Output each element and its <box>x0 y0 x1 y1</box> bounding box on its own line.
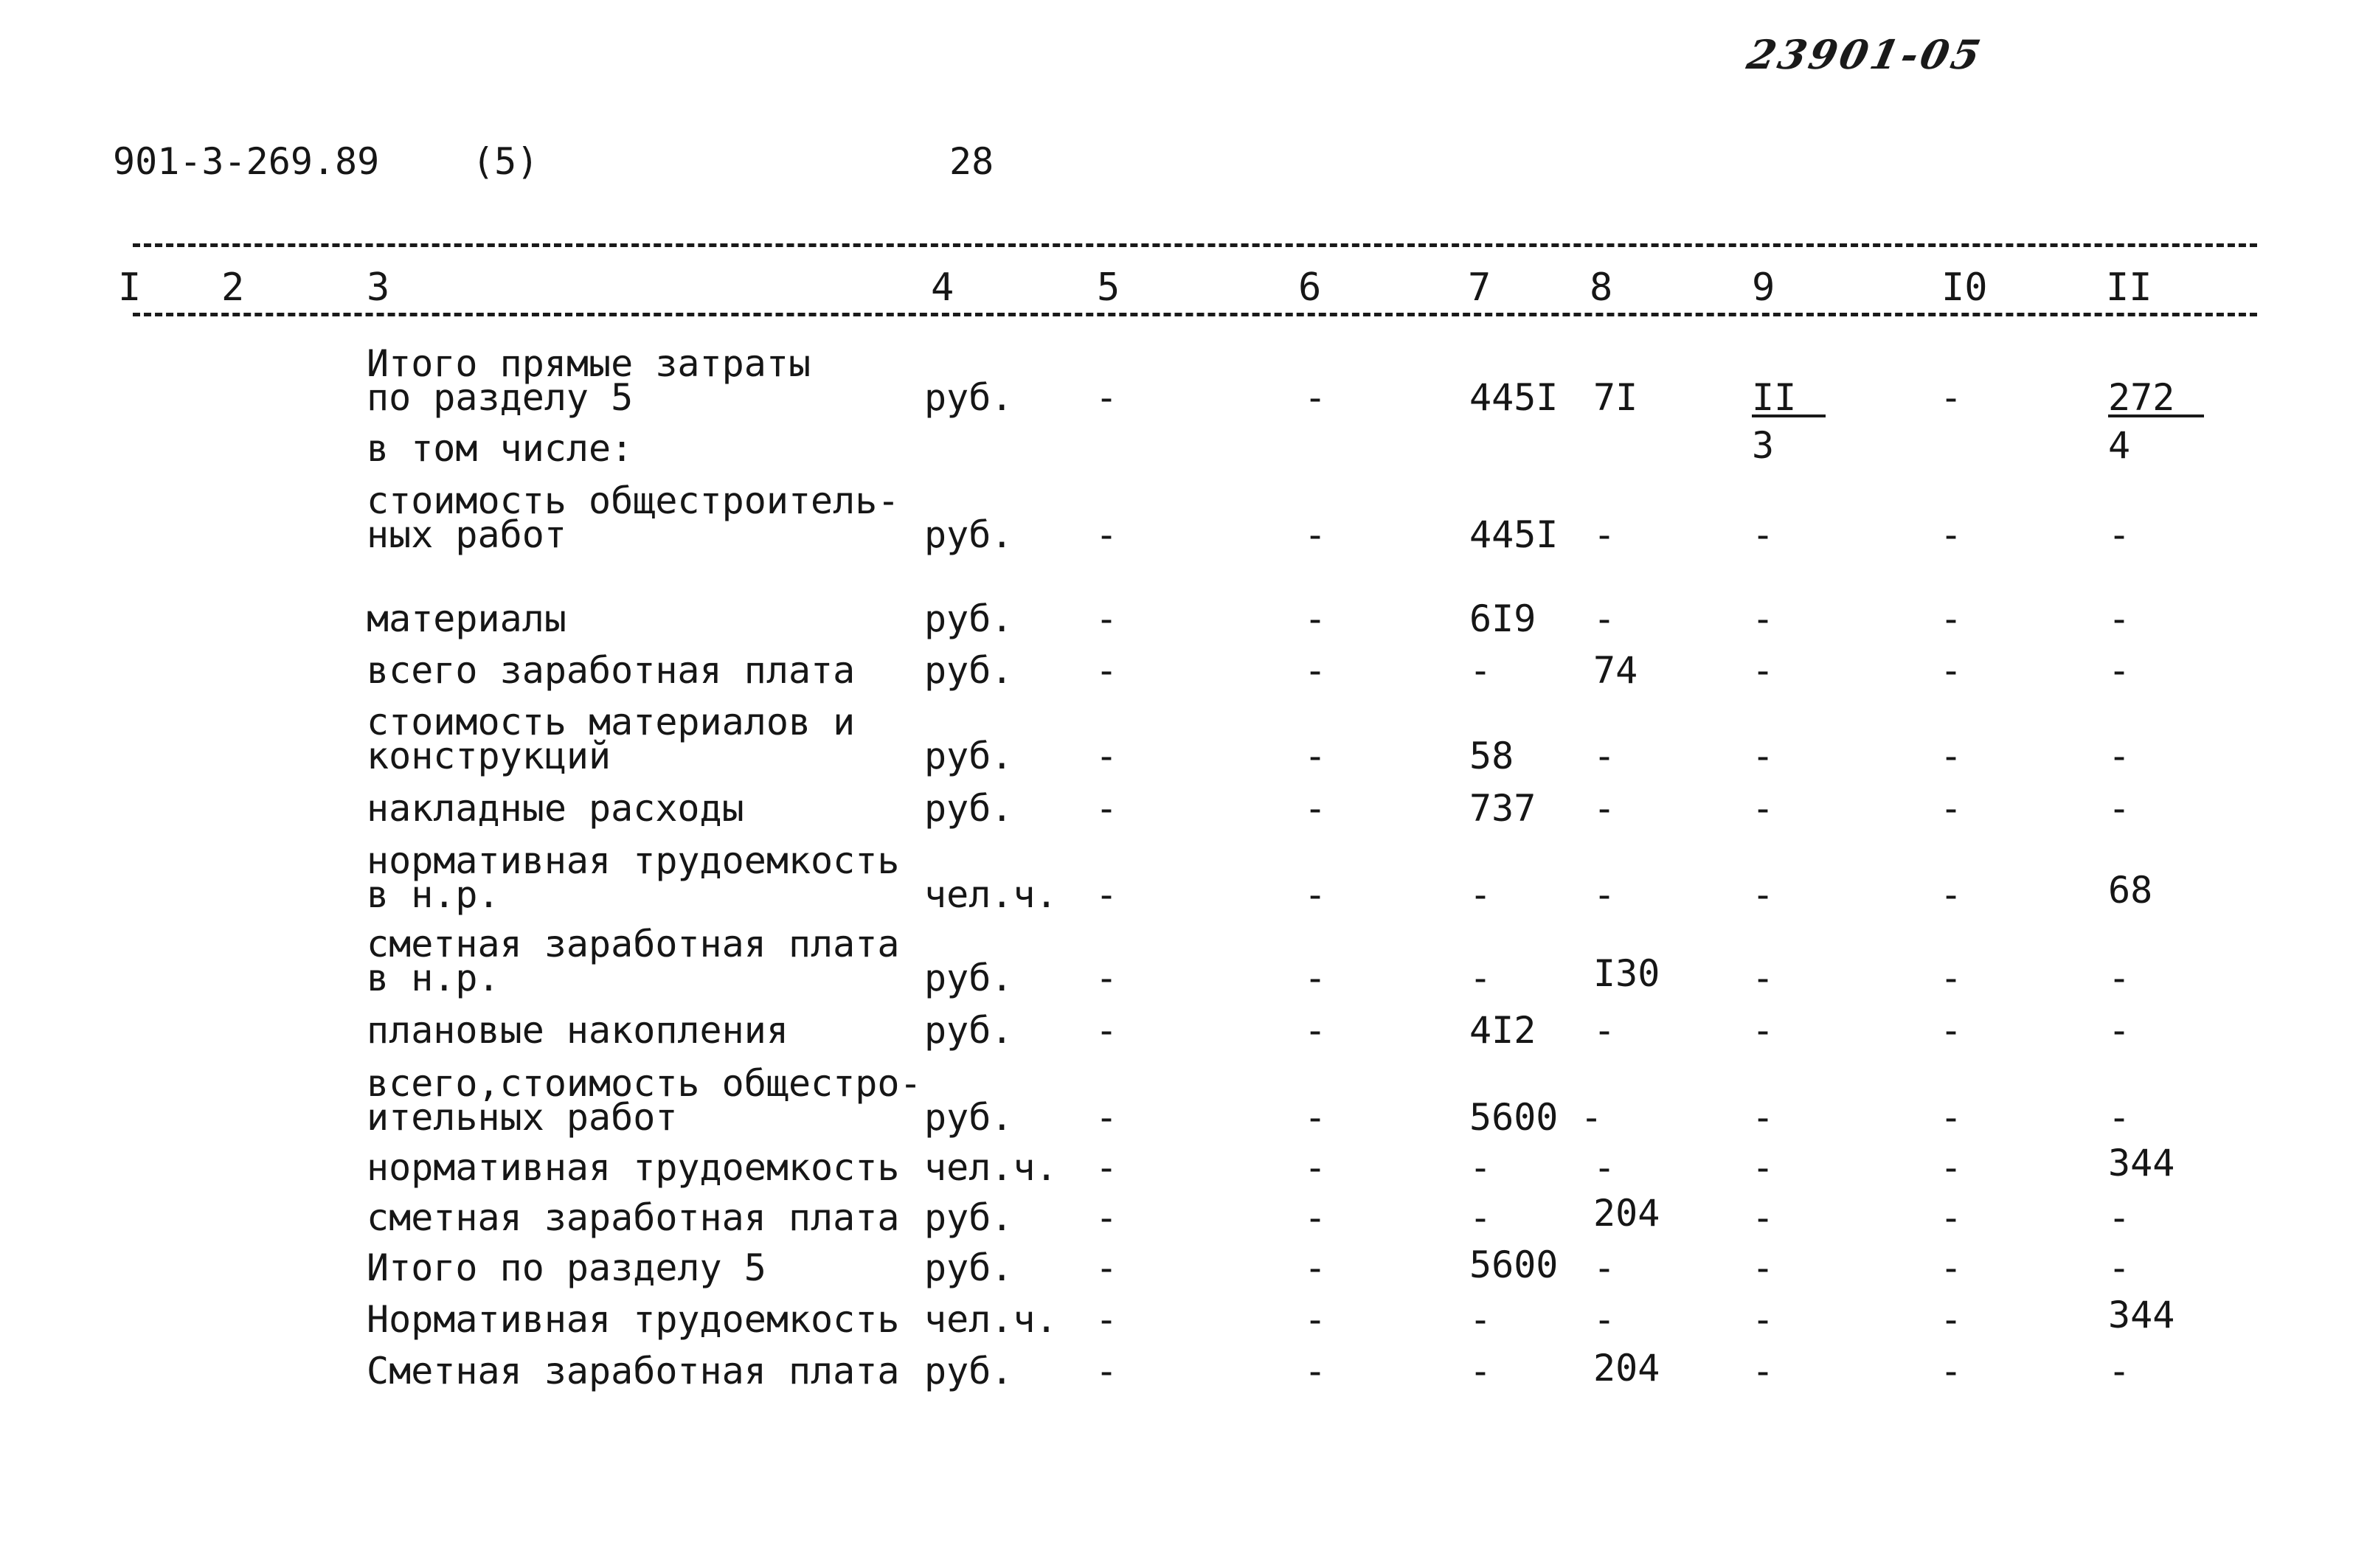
row-description: нормативная трудоемкость в н.р. <box>367 839 900 916</box>
cell-col8: I30 <box>1593 952 1660 995</box>
cell-col10: - <box>1940 1298 1963 1341</box>
column-number: 2 <box>221 266 245 310</box>
row-unit: руб. <box>924 1196 1013 1239</box>
cell-col10: - <box>1940 597 1963 640</box>
document-stamp: 23901-05 <box>1743 31 1988 78</box>
cell-col11: - <box>2108 1350 2131 1392</box>
cell-col9: - <box>1752 873 1775 916</box>
cell-col8: 204 <box>1593 1192 1660 1235</box>
cell-col9: - <box>1752 1196 1775 1239</box>
cell-col9: - <box>1752 1009 1775 1052</box>
cell-col5: - <box>1095 1350 1118 1392</box>
column-number: 5 <box>1097 266 1120 310</box>
page-number: 28 <box>949 140 994 183</box>
cell-col10: - <box>1940 1196 1963 1239</box>
cell-col7: 445I <box>1469 513 1559 556</box>
cell-col6: - <box>1304 957 1327 999</box>
column-number: 8 <box>1590 266 1613 310</box>
row-description: сметная заработная плата в н.р. <box>367 923 900 999</box>
cell-col6: - <box>1304 597 1327 640</box>
cell-col9: - <box>1752 513 1775 556</box>
row-unit: чел.ч. <box>924 873 1058 916</box>
cell-col6: - <box>1304 1246 1327 1289</box>
row-description: сметная заработная плата <box>367 1196 900 1239</box>
cell-col7: 445I <box>1469 376 1559 419</box>
cell-col8: - <box>1593 787 1616 830</box>
fraction-numerator: 272 <box>2108 381 2204 417</box>
cell-col9 <box>1752 376 1826 419</box>
cell-col5: - <box>1095 513 1118 556</box>
cell-col8: - <box>1593 1146 1616 1189</box>
cell-col5: - <box>1095 873 1118 916</box>
column-number: 3 <box>367 266 390 310</box>
row-unit: руб. <box>924 376 1013 419</box>
cell-col10: - <box>1940 1096 1963 1139</box>
cell-col11: - <box>2108 957 2131 999</box>
cell-col10: - <box>1940 376 1963 419</box>
cell-col9: - <box>1752 787 1775 830</box>
row-description: всего,стоимость общестро- ительных работ <box>367 1062 922 1139</box>
cell-col10: - <box>1940 735 1963 777</box>
cell-col6: - <box>1304 1350 1327 1392</box>
cell-col7: 4I2 <box>1469 1009 1536 1052</box>
cell-col10: - <box>1940 787 1963 830</box>
cell-col9: - <box>1752 1146 1775 1189</box>
cell-col6: - <box>1304 787 1327 830</box>
row-description: нормативная трудоемкость <box>367 1146 900 1189</box>
cell-col9: - <box>1752 957 1775 999</box>
cell-col6: - <box>1304 1009 1327 1052</box>
row-description: Нормативная трудоемкость <box>367 1298 900 1341</box>
cell-col10: - <box>1940 1146 1963 1189</box>
row-description: Сметная заработная плата <box>367 1350 900 1392</box>
row-description: плановые накопления <box>367 1009 789 1052</box>
cell-col7: - <box>1469 1350 1492 1392</box>
cell-col9: - <box>1752 1246 1775 1289</box>
row-description: в том числе: <box>367 427 634 470</box>
cell-col6: - <box>1304 513 1327 556</box>
cell-col6: - <box>1304 649 1327 692</box>
column-number: I0 <box>1941 266 1988 310</box>
cell-col7: - <box>1469 1298 1492 1341</box>
cell-col11: - <box>2108 787 2131 830</box>
cell-col11: 344 <box>2108 1294 2175 1336</box>
row-unit: руб. <box>924 513 1013 556</box>
cell-col6: - <box>1304 1298 1327 1341</box>
cell-col10: - <box>1940 957 1963 999</box>
column-number: 6 <box>1298 266 1322 310</box>
cell-col9: - <box>1752 597 1775 640</box>
cell-col5: - <box>1095 1009 1118 1052</box>
cell-col8: 204 <box>1593 1347 1660 1390</box>
row-description: стоимость общестроитель- ных работ <box>367 479 900 556</box>
fraction-denominator: 3 <box>1752 424 1775 467</box>
cell-col5: - <box>1095 1298 1118 1341</box>
cell-col11: 344 <box>2108 1142 2175 1184</box>
cell-col5: - <box>1095 1146 1118 1189</box>
cell-col6: - <box>1304 873 1327 916</box>
cell-col8: - <box>1593 1298 1616 1341</box>
column-number: 9 <box>1752 266 1775 310</box>
row-unit: руб. <box>924 597 1013 640</box>
cell-col9: - <box>1752 1298 1775 1341</box>
header-rule <box>133 313 2257 316</box>
row-description: Итого по разделу 5 <box>367 1246 766 1289</box>
cell-col8: - <box>1593 735 1616 777</box>
row-unit: чел.ч. <box>924 1298 1058 1341</box>
column-number: 4 <box>931 266 954 310</box>
row-unit: руб. <box>924 1009 1013 1052</box>
cell-col9: - <box>1752 1350 1775 1392</box>
cell-col5: - <box>1095 649 1118 692</box>
cell-col8: - <box>1593 1009 1616 1052</box>
cell-col8: 7I <box>1593 376 1638 419</box>
document-code: 901-3-269.89 <box>113 140 380 183</box>
cell-col5: - <box>1095 1246 1118 1289</box>
cell-col7: - <box>1469 1146 1492 1189</box>
cell-col7: - <box>1469 957 1492 999</box>
fraction-denominator: 4 <box>2108 424 2131 467</box>
cell-col5: - <box>1095 1196 1118 1239</box>
cell-col11: - <box>2108 597 2131 640</box>
cell-col7: 5600 - <box>1469 1096 1603 1139</box>
cell-col10: - <box>1940 513 1963 556</box>
cell-col7: 6I9 <box>1469 597 1536 640</box>
cell-col5: - <box>1095 597 1118 640</box>
cell-col11: - <box>2108 1009 2131 1052</box>
cell-col8: - <box>1593 1246 1616 1289</box>
cell-col9: - <box>1752 735 1775 777</box>
cell-col7: - <box>1469 873 1492 916</box>
row-description: стоимость материалов и конструкций <box>367 701 856 777</box>
row-unit: чел.ч. <box>924 1146 1058 1189</box>
cell-col7: 5600 <box>1469 1243 1559 1286</box>
top-rule <box>133 243 2257 247</box>
cell-col7: - <box>1469 1196 1492 1239</box>
cell-col9: - <box>1752 1096 1775 1139</box>
column-number: 7 <box>1468 266 1491 310</box>
column-number: II <box>2106 266 2152 310</box>
cell-col6: - <box>1304 735 1327 777</box>
cell-col5: - <box>1095 735 1118 777</box>
row-unit: руб. <box>924 735 1013 777</box>
cell-col8: - <box>1593 513 1616 556</box>
cell-col7: - <box>1469 649 1492 692</box>
cell-col6: - <box>1304 376 1327 419</box>
cell-col9: - <box>1752 649 1775 692</box>
cell-col11: 68 <box>2108 869 2153 912</box>
cell-col5: - <box>1095 376 1118 419</box>
cell-col6: - <box>1304 1196 1327 1239</box>
cell-col10: - <box>1940 873 1963 916</box>
row-unit: руб. <box>924 1246 1013 1289</box>
cell-col11: - <box>2108 649 2131 692</box>
row-unit: руб. <box>924 957 1013 999</box>
cell-col6: - <box>1304 1096 1327 1139</box>
cell-col10: - <box>1940 649 1963 692</box>
cell-col7: 737 <box>1469 787 1536 830</box>
cell-col8: 74 <box>1593 649 1638 692</box>
cell-col10: - <box>1940 1246 1963 1289</box>
cell-col5: - <box>1095 1096 1118 1139</box>
cell-col5: - <box>1095 787 1118 830</box>
cell-col10: - <box>1940 1009 1963 1052</box>
cell-col11: - <box>2108 735 2131 777</box>
row-unit: руб. <box>924 787 1013 830</box>
cell-col11 <box>2108 376 2204 419</box>
cell-col11: - <box>2108 513 2131 556</box>
cell-col8: - <box>1593 597 1616 640</box>
cell-col10: - <box>1940 1350 1963 1392</box>
fraction-numerator: II <box>1752 381 1826 417</box>
row-description: Итого прямые затраты по разделу 5 <box>367 342 811 419</box>
cell-col7: 58 <box>1469 735 1514 777</box>
row-description: всего заработная плата <box>367 649 856 692</box>
cell-col11: - <box>2108 1246 2131 1289</box>
row-unit: руб. <box>924 1096 1013 1139</box>
cell-col11: - <box>2108 1096 2131 1139</box>
row-unit: руб. <box>924 649 1013 692</box>
row-description: материалы <box>367 597 566 640</box>
column-number: I <box>118 266 142 310</box>
row-description: накладные расходы <box>367 787 744 830</box>
section-number: (5) <box>472 140 539 183</box>
cell-col5: - <box>1095 957 1118 999</box>
cell-col8: - <box>1593 873 1616 916</box>
cell-col11: - <box>2108 1196 2131 1239</box>
cell-col6: - <box>1304 1146 1327 1189</box>
row-unit: руб. <box>924 1350 1013 1392</box>
